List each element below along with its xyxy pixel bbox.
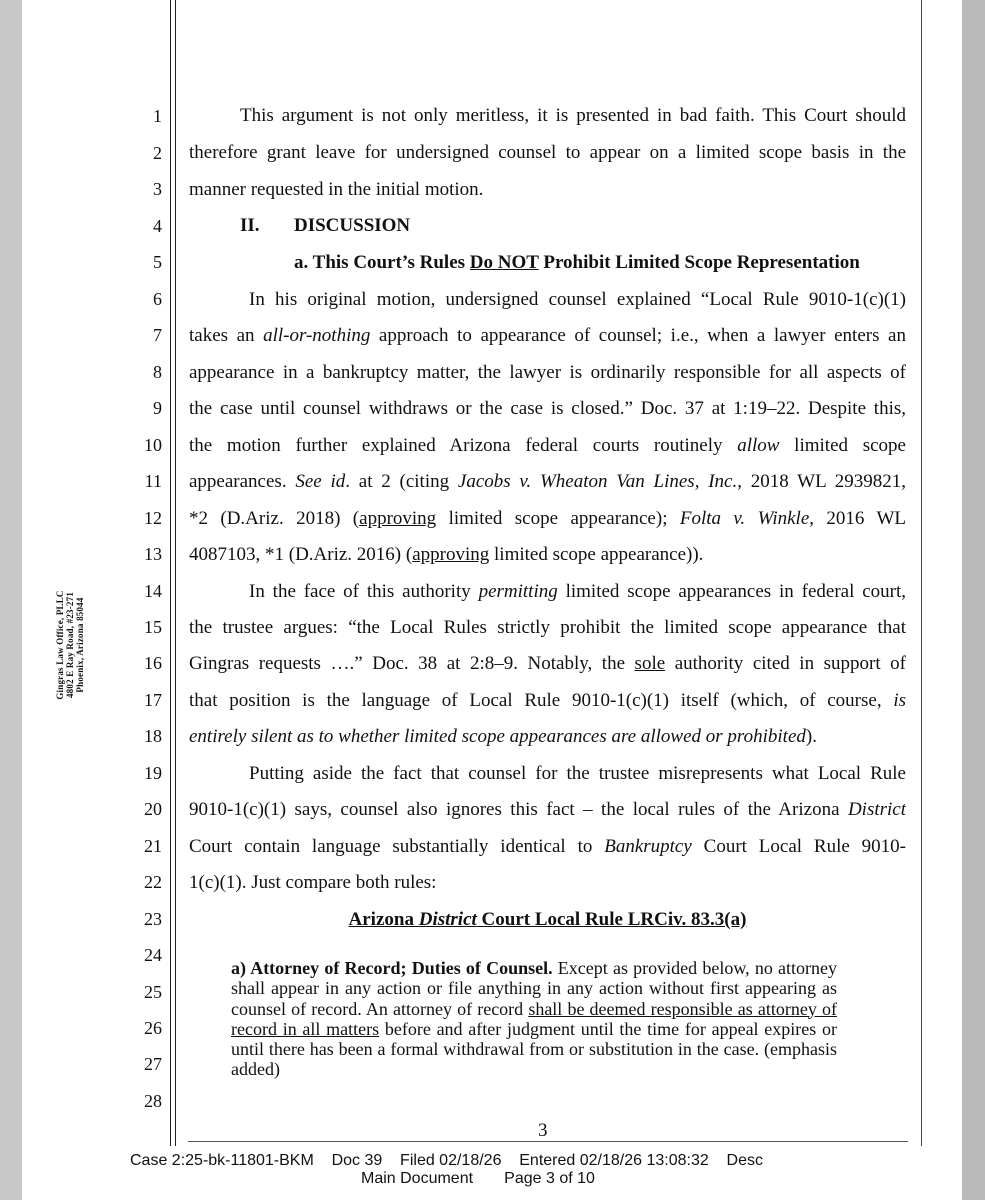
text-line-12: *2 (D.Ariz. 2018) (approving limited scope appearance); Folta v. Winkle, 2016 WL [189, 508, 906, 529]
right-margin-rule [921, 0, 922, 1146]
line-number: 15 [144, 617, 162, 637]
left-margin-rule-inner [175, 0, 176, 1146]
line-number: 5 [153, 252, 162, 272]
line-number: 14 [144, 581, 162, 601]
text-line-9: the case until counsel withdraws or the case is closed.” Doc. 37 at 1:19–22. Despite this, [189, 398, 906, 419]
line-number: 12 [144, 508, 162, 528]
line-number: 27 [144, 1054, 162, 1074]
line-number: 8 [153, 362, 162, 382]
line-number: 1 [153, 106, 162, 126]
text-line-15: the trustee argues: “the Local Rules strictly prohibit the limited scope appearance that [189, 617, 906, 638]
text-line-18: entirely silent as to whether limited scope appearances are allowed or prohibited). [189, 726, 817, 747]
section-heading: II. DISCUSSION [240, 215, 411, 236]
line-number: 6 [153, 289, 162, 309]
rule-heading: Arizona District Court Local Rule LRCiv. 83.3(a) [348, 909, 747, 930]
subsection-heading: a. This Court’s Rules Do NOT Prohibit Limited Scope Representation [294, 252, 860, 273]
line-number: 17 [144, 690, 162, 710]
text-line-7: takes an all-or-nothing approach to appearance of counsel; i.e., when a lawyer enters an [189, 325, 906, 346]
line-number: 28 [144, 1091, 162, 1111]
line-number: 2 [153, 143, 162, 163]
text-line-13: 4087103, *1 (D.Ariz. 2016) (approving limited scope appearance)). [189, 544, 704, 565]
line-number: 24 [144, 945, 162, 965]
line-number: 25 [144, 982, 162, 1002]
firm-name: Gingras Law Office, PLLC [55, 590, 65, 700]
line-number: 22 [144, 872, 162, 892]
firm-sidebar [55, 545, 115, 745]
text-line-10: the motion further explained Arizona federal courts routinely allow limited scope [189, 435, 906, 456]
footer-rule [188, 1141, 908, 1142]
line-number: 13 [144, 544, 162, 564]
page-number: 3 [538, 1120, 548, 1141]
text-line-11: appearances. See id. at 2 (citing Jacobs v. Wheaton Van Lines, Inc., 2018 WL 2939821, [189, 471, 906, 492]
text-line-19: Putting aside the fact that counsel for the trustee misrepresents what Local Rule [249, 763, 906, 784]
line-number: 19 [144, 763, 162, 783]
line-number: 21 [144, 836, 162, 856]
line-number: 3 [153, 179, 162, 199]
firm-city: Phoenix, Arizona 85044 [75, 597, 85, 693]
text-line-3: manner requested in the initial motion. [189, 179, 484, 200]
filing-stamp-line-1: Case 2:25-bk-11801-BKM Doc 39 Filed 02/18/26 Entered 02/18/26 13:08:32 Desc [130, 1152, 763, 1169]
firm-address: 4802 E Ray Road, #23-271 [65, 591, 75, 699]
line-number: 16 [144, 653, 162, 673]
text-line-20: 9010-1(c)(1) says, counsel also ignores this fact – the local rules of the Arizona District [189, 799, 906, 820]
line-number: 26 [144, 1018, 162, 1038]
line-number: 10 [144, 435, 162, 455]
left-margin-rule [170, 0, 171, 1146]
viewer-background [962, 0, 985, 1200]
line-number: 7 [153, 325, 162, 345]
text-line-8: appearance in a bankruptcy matter, the lawyer is ordinarily responsible for all aspects of [189, 362, 906, 383]
line-number: 23 [144, 909, 162, 929]
text-line-1: This argument is not only meritless, it is presented in bad faith. This Court should [240, 105, 906, 126]
line-number: 18 [144, 726, 162, 746]
line-number: 20 [144, 799, 162, 819]
line-number: 4 [153, 216, 162, 236]
text-line-16: Gingras requests ….” Doc. 38 at 2:8–9. Notably, the sole authority cited in support of [189, 653, 906, 674]
text-line-22: 1(c)(1). Just compare both rules: [189, 872, 437, 893]
text-line-6: In his original motion, undersigned counsel explained “Local Rule 9010-1(c)(1) [249, 289, 906, 310]
line-number: 9 [153, 398, 162, 418]
text-line-21: Court contain language substantially identical to Bankruptcy Court Local Rule 9010- [189, 836, 906, 857]
rule-quote: a) Attorney of Record; Duties of Counsel. Except as provided below, no attorney shall appear in any action or file anything in any action without first appearing as counsel of record. An attorney of record shall be deemed responsible as attorney of record in all matters before and after judgment until the time for appeal expires or until there has been a formal withdrawal from or substitution in the case. (emphasis added) [231, 958, 838, 1080]
text-line-14: In the face of this authority permitting limited scope appearances in federal court, [249, 581, 906, 602]
line-number: 11 [144, 471, 162, 491]
text-line-17: that position is the language of Local Rule 9010-1(c)(1) itself (which, of course, is [189, 690, 906, 711]
filing-stamp-line-2: Main Document Page 3 of 10 [361, 1170, 595, 1187]
text-line-2: therefore grant leave for undersigned counsel to appear on a limited scope basis in the [189, 142, 906, 163]
